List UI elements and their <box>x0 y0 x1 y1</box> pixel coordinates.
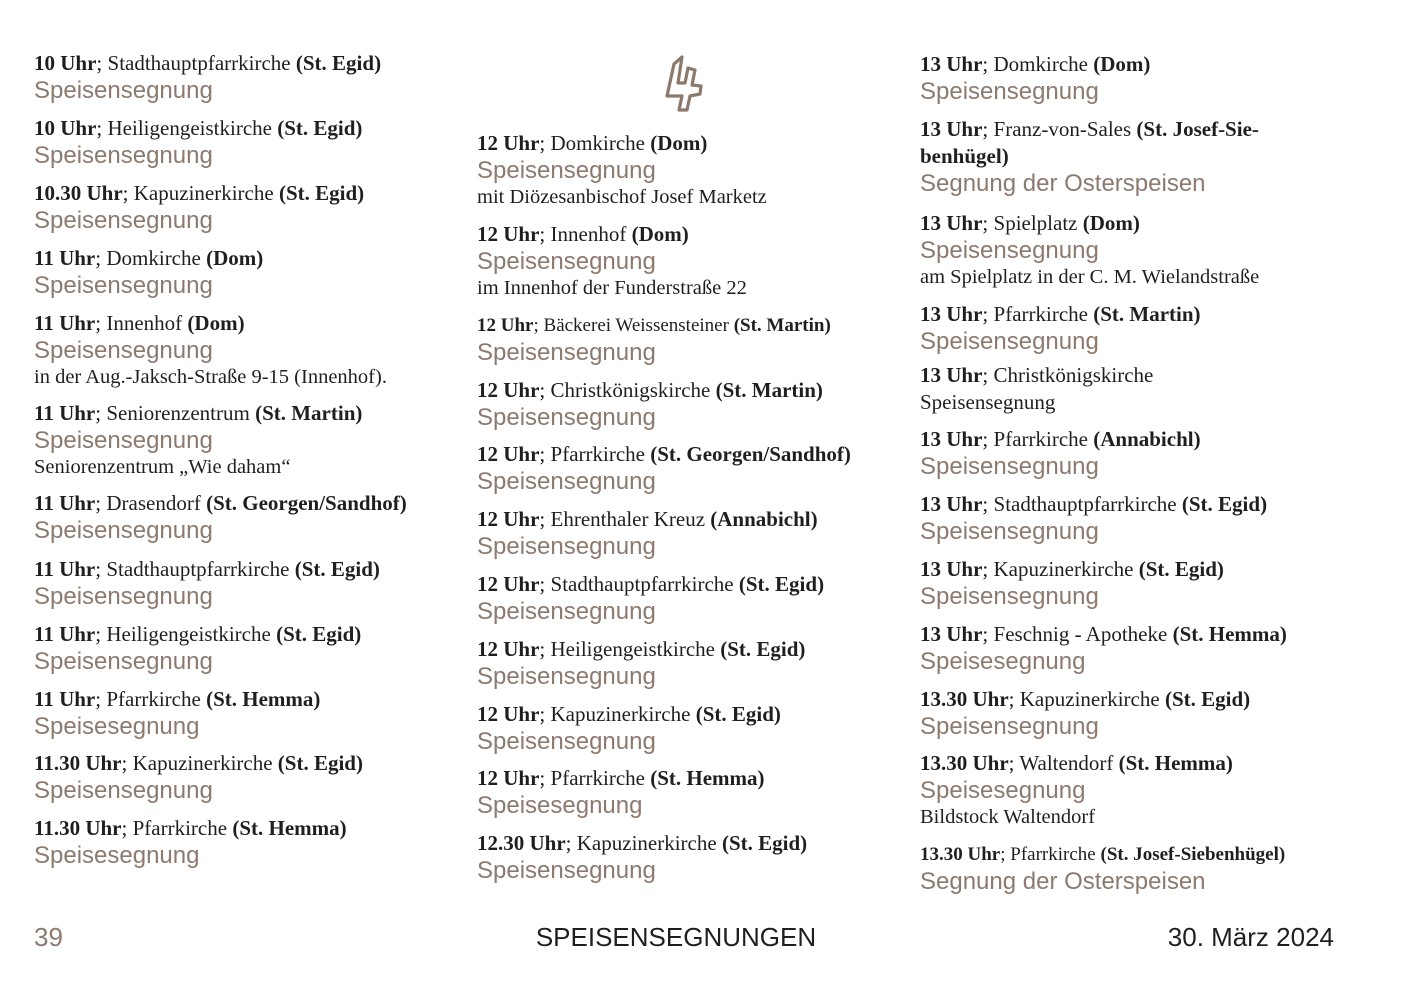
entry-title: Speisensegnung <box>34 583 213 610</box>
entry-note: Speisensegnung <box>920 390 1056 414</box>
entry-title: Speisensegnung <box>920 328 1099 355</box>
entry-title: Speisensegnung <box>920 453 1099 480</box>
schedule-entry <box>477 830 807 884</box>
entry-heading: 12 Uhr; Bäckerei Weissensteiner (St. Martin) <box>477 315 831 336</box>
entry-heading: 11 Uhr; Pfarrkirche (St. Hemma) <box>34 687 321 711</box>
page-date: 30. März 2024 <box>1167 922 1334 952</box>
schedule-entry <box>34 310 387 390</box>
entry-heading: 10 Uhr; Heiligengeistkirche (St. Egid) <box>34 116 363 140</box>
entry-title: Speisensegnung <box>477 157 656 184</box>
schedule-entry <box>920 621 1287 675</box>
entry-title: Speisensegnung <box>477 598 656 625</box>
entry-heading: 10.30 Uhr; Kapuzinerkirche (St. Egid) <box>34 181 365 205</box>
entry-title: Speisesegnung <box>920 648 1086 675</box>
entry-heading: 13 Uhr; Pfarrkirche (Annabichl) <box>920 427 1201 451</box>
entry-heading: 12 Uhr; Stadthauptpfarrkirche (St. Egid) <box>477 572 825 596</box>
schedule-entry <box>477 765 765 819</box>
entry-heading: 11 Uhr; Innenhof (Dom) <box>34 311 245 335</box>
entry-heading: 13 Uhr; Feschnig - Apotheke (St. Hemma) <box>920 622 1287 646</box>
entry-heading-continued: benhügel) <box>920 144 1009 168</box>
entry-title: Speisesegnung <box>477 792 643 819</box>
entry-note: Seniorenzentrum „Wie daham“ <box>34 456 291 478</box>
schedule-entry <box>34 50 381 104</box>
entry-title: Speisensegnung <box>920 583 1099 610</box>
schedule-entry <box>34 490 407 544</box>
entry-heading: 13 Uhr; Stadthauptpfarrkirche (St. Egid) <box>920 492 1268 516</box>
schedule-entry <box>477 701 781 755</box>
schedule-entry <box>34 180 364 234</box>
entry-title: Speisensegnung <box>920 518 1099 545</box>
schedule-entry <box>477 221 747 301</box>
entry-heading: 11.30 Uhr; Pfarrkirche (St. Hemma) <box>34 816 347 840</box>
entry-note: im Innenhof der Funderstraße 22 <box>477 277 747 299</box>
entry-note: mit Diözesanbischof Josef Marketz <box>477 186 767 208</box>
entry-heading: 13.30 Uhr; Pfarrkirche (St. Josef-Siebenhügel) <box>920 844 1286 865</box>
schedule-entry <box>477 571 824 625</box>
schedule-entry <box>477 636 805 690</box>
schedule-entry <box>34 750 363 804</box>
entry-title: Speisensegnung <box>34 207 213 234</box>
entry-heading: 13 Uhr; Domkirche (Dom) <box>920 52 1151 76</box>
entry-heading: 10 Uhr; Stadthauptpfarrkirche (St. Egid) <box>34 51 382 75</box>
entry-title: Speisensegnung <box>920 237 1099 264</box>
schedule-entry <box>920 116 1259 197</box>
schedule-entry <box>920 362 1153 415</box>
entry-heading: 11 Uhr; Drasendorf (St. Georgen/Sandhof) <box>34 491 407 515</box>
entry-title: Speisensegnung <box>34 648 213 675</box>
entry-title: Speisensegnung <box>34 337 213 364</box>
entry-heading: 12 Uhr; Pfarrkirche (St. Georgen/Sandhof) <box>477 442 851 466</box>
entry-heading: 13 Uhr; Pfarrkirche (St. Martin) <box>920 302 1201 326</box>
entry-title: Speisensegnung <box>34 777 213 804</box>
schedule-entry <box>477 130 767 210</box>
entry-heading: 12.30 Uhr; Kapuzinerkirche (St. Egid) <box>477 831 808 855</box>
entry-title: Speisensegnung <box>34 427 213 454</box>
entry-heading: 13 Uhr; Kapuzinerkirche (St. Egid) <box>920 557 1224 581</box>
entry-title: Speisensegnung <box>477 248 656 275</box>
schedule-entry <box>920 686 1250 740</box>
entry-title: Segnung der Osterspeisen <box>920 868 1206 895</box>
schedule-entry <box>920 301 1201 355</box>
entry-title: Speisensegnung <box>477 404 656 431</box>
entry-heading: 11 Uhr; Seniorenzentrum (St. Martin) <box>34 401 363 425</box>
section-title: SPEISENSEGNUNGEN <box>535 922 817 952</box>
entry-title: Speisensegnung <box>34 77 213 104</box>
entry-title: Speisensegnung <box>34 272 213 299</box>
entry-heading: 12 Uhr; Kapuzinerkirche (St. Egid) <box>477 702 781 726</box>
entry-title: Speisensegnung <box>920 713 1099 740</box>
cross-icon <box>654 52 710 114</box>
entry-heading: 13 Uhr; Spielplatz (Dom) <box>920 211 1140 235</box>
entry-title: Speisensegnung <box>477 663 656 690</box>
entry-title: Speisensegnung <box>477 339 656 366</box>
schedule-entry <box>34 115 362 169</box>
schedule-entry <box>34 400 362 480</box>
entry-title: Speisesegnung <box>34 842 200 869</box>
schedule-entry <box>920 491 1267 545</box>
entry-heading: 13 Uhr; Christkönigskirche <box>920 363 1154 387</box>
entry-title: Speisensegnung <box>477 857 656 884</box>
page-number: 39 <box>34 922 63 952</box>
entry-heading: 13.30 Uhr; Waltendorf (St. Hemma) <box>920 751 1233 775</box>
entry-heading: 12 Uhr; Pfarrkirche (St. Hemma) <box>477 766 765 790</box>
entry-title: Speisensegnung <box>477 728 656 755</box>
schedule-entry <box>920 841 1285 895</box>
schedule-entry <box>34 556 380 610</box>
entry-heading: 11 Uhr; Domkirche (Dom) <box>34 246 264 270</box>
schedule-entry <box>34 815 347 869</box>
schedule-entry <box>477 506 818 560</box>
schedule-entry <box>477 312 831 366</box>
schedule-entry <box>920 426 1201 480</box>
entry-title: Speisensegnung <box>477 533 656 560</box>
entry-heading: 11 Uhr; Heiligengeistkirche (St. Egid) <box>34 622 362 646</box>
entry-title: Speisesegnung <box>34 713 200 740</box>
entry-heading: 11 Uhr; Stadthauptpfarrkirche (St. Egid) <box>34 557 380 581</box>
entry-note: Bildstock Waltendorf <box>920 806 1096 828</box>
entry-title: Speisesegnung <box>920 777 1086 804</box>
schedule-entry <box>34 245 263 299</box>
schedule-entry <box>920 51 1150 105</box>
entry-title: Speisensegnung <box>34 142 213 169</box>
entry-heading: 11.30 Uhr; Kapuzinerkirche (St. Egid) <box>34 751 363 775</box>
entry-heading: 12 Uhr; Domkirche (Dom) <box>477 131 708 155</box>
schedule-entry <box>920 210 1259 290</box>
schedule-entry <box>920 750 1233 830</box>
entry-heading: 12 Uhr; Heiligengeistkirche (St. Egid) <box>477 637 806 661</box>
schedule-entry <box>477 377 823 431</box>
schedule-entry <box>34 621 361 675</box>
schedule-entry <box>34 686 320 740</box>
entry-heading: 13.30 Uhr; Kapuzinerkirche (St. Egid) <box>920 687 1251 711</box>
entry-title: Speisensegnung <box>34 517 213 544</box>
entry-heading: 12 Uhr; Ehrenthaler Kreuz (Annabichl) <box>477 507 818 531</box>
schedule-entry <box>920 556 1224 610</box>
entry-title: Segnung der Osterspeisen <box>920 170 1206 197</box>
entry-heading: 12 Uhr; Christkönigskirche (St. Martin) <box>477 378 823 402</box>
entry-note: am Spielplatz in der C. M. Wielandstraße <box>920 266 1260 288</box>
entry-title: Speisensegnung <box>920 78 1099 105</box>
entry-note: in der Aug.-Jaksch-Straße 9-15 (Innenhof). <box>34 366 387 388</box>
entry-title: Speisensegnung <box>477 468 656 495</box>
schedule-entry <box>477 441 851 495</box>
entry-heading: 12 Uhr; Innenhof (Dom) <box>477 222 689 246</box>
entry-heading: 13 Uhr; Franz-von-Sales (St. Josef-Sie- <box>920 117 1259 141</box>
